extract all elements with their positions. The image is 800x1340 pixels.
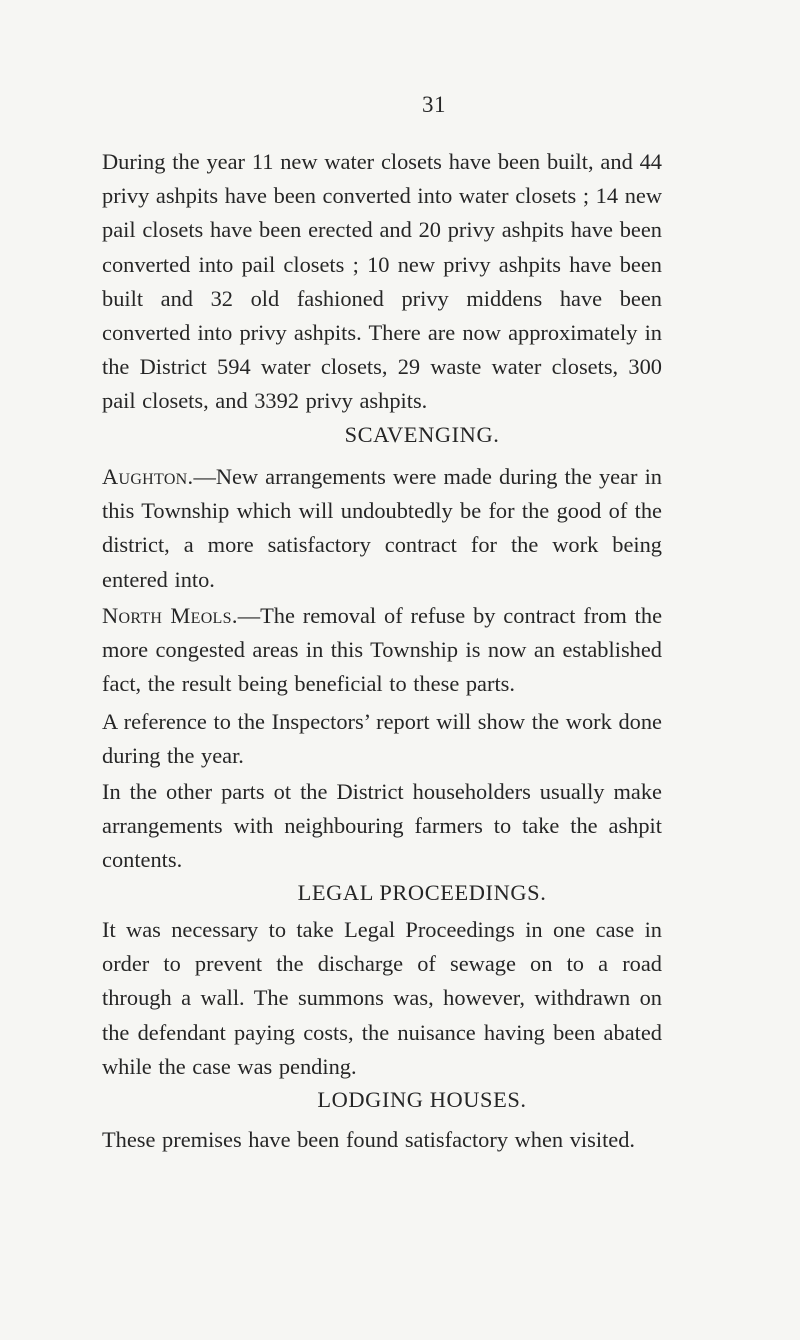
heading-scavenging: SCAVENGING. — [344, 422, 500, 447]
aughton-lead: Aughton. — [102, 464, 194, 489]
heading-legal-proceedings: LEGAL PROCEEDINGS. — [297, 880, 547, 905]
paragraph-legal — [102, 913, 662, 1084]
aughton-body: —New arrangements were made during the year in this Township which will undoubtedly be for the good of the district, a more satisfactory contract for the work being entered into. — [102, 464, 662, 592]
page-number: 31 — [422, 92, 446, 117]
paragraph-other-parts-text: In the other parts ot the District householders usually make arrangements with neighbouring farmers to take the ashpit contents. — [102, 779, 662, 873]
north-meols-lead: North Meols. — [102, 603, 238, 628]
paragraph-legal-text: It was necessary to take Legal Proceedings in one case in order to prevent the discharge of sewage on to a road through a wall. The summons was, however, withdrawn on the defendant paying costs, the nuisance having been abated while the case was pending. — [102, 917, 662, 1079]
paragraph-closets-text: During the year 11 new water closets have been built, and 44 privy ashpits have been converted into water closets ; 14 new pail closets have been erected and 20 privy ashpits have been converted into pail closets ; 10 new privy ashpits have been built and 32 old fashioned privy middens have been converted into privy ashpits. There are now approximately in the District 594 water closets, 29 waste water closets, 300 pail closets, and 3392 privy ashpits. — [102, 149, 662, 414]
north-meols-body: —The removal of refuse by contract from the more congested areas in this Township is now an established fact, the result being beneficial to these parts. — [102, 603, 663, 697]
paragraph-aughton — [102, 460, 662, 597]
paragraph-lodging — [102, 1123, 742, 1157]
paragraph-other-parts — [102, 775, 662, 878]
paragraph-closets — [102, 145, 662, 419]
paragraph-lodging-text: These premises have been found satisfactory when visited. — [102, 1127, 636, 1152]
heading-lodging-houses: LODGING HOUSES. — [317, 1087, 527, 1112]
paragraph-inspectors-text: A reference to the Inspectors’ report will show the work done during the year. — [102, 709, 662, 769]
paragraph-north-meols — [102, 599, 662, 702]
paragraph-inspectors — [102, 705, 662, 773]
